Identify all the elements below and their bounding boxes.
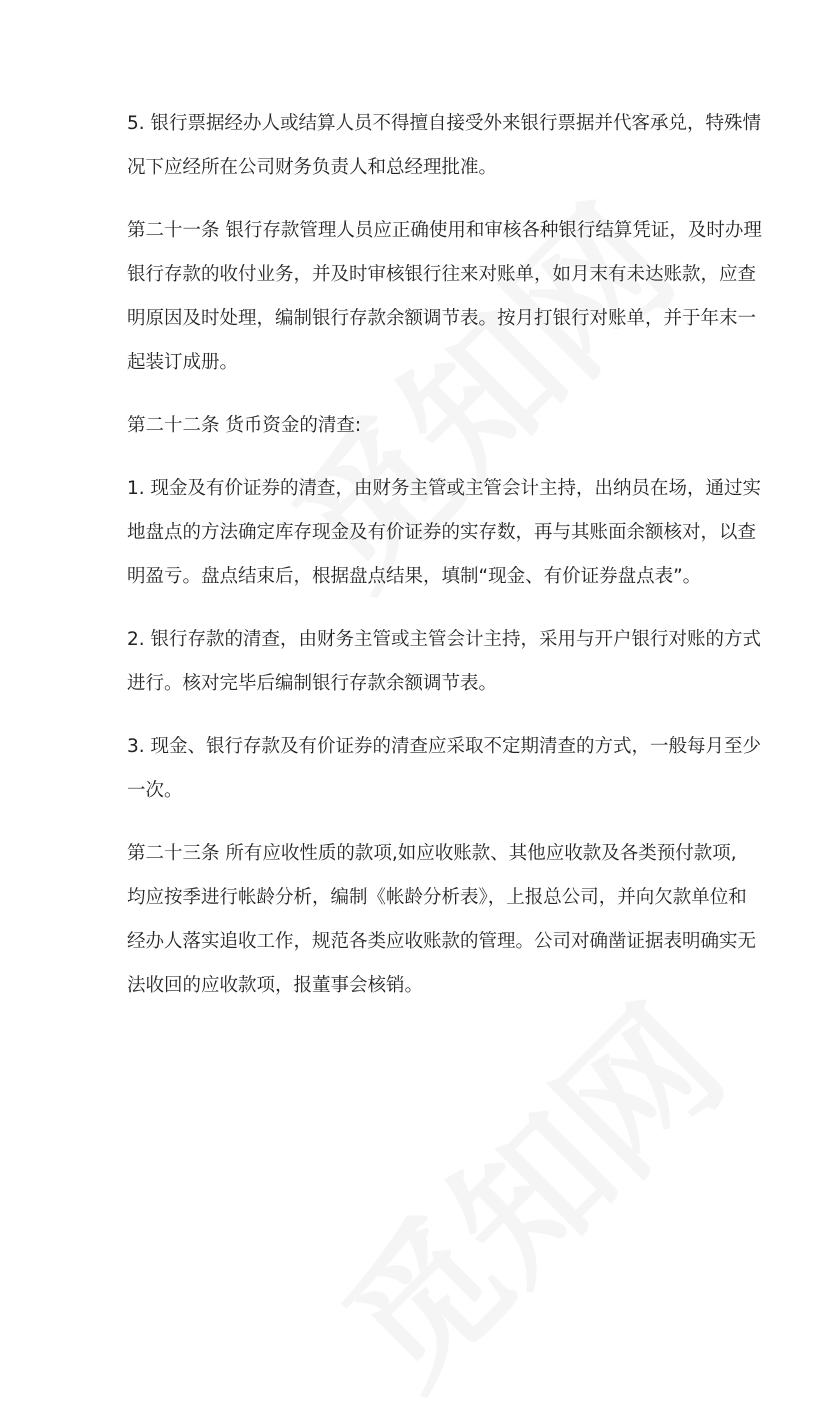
document-body [127,102,762,1027]
paragraph [127,102,762,190]
text-line: 进行。核对完毕后编制银行存款余额调节表。 [127,673,498,694]
text-line: 经办人落实追收工作，规范各类应收账款的管理。公司对确凿证据表明确实无 [127,931,757,952]
paragraph [127,404,727,448]
text-line: 银行存款的收付业务，并及时审核银行往来对账单，如月末有未达账款，应查 [127,264,757,285]
paragraph [127,618,762,706]
text-line: 地盘点的方法确定库存现金及有价证券的实存数，再与其账面余额核对，以查 [127,522,757,543]
text-line: 明原因及时处理，编制银行存款余额调节表。按月打银行对账单，并于年末一 [127,308,757,329]
text-line: 第二十一条 银行存款管理人员应正确使用和审核各种银行结算凭证，及时办理 [127,220,762,241]
text-line: 起装订成册。 [127,352,239,373]
text-line: 法收回的应收款项，报董事会核销。 [127,975,424,996]
text-line: 5. 银行票据经办人或结算人员不得擅自接受外来银行票据并代客承兑，特殊情 [127,113,762,134]
text-line: 明盈亏。盘点结束后，根据盘点结果，填制“现金、有价证券盘点表”。 [127,566,702,587]
text-line: 均应按季进行帐龄分析，编制《帐龄分析表》，上报总公司，并向欠款单位和 [127,887,747,908]
paragraph [127,467,762,599]
text-line: 一次。 [127,780,183,801]
paragraph [127,725,762,813]
paragraph [127,832,757,1008]
text-line: 第二十三条 所有应收性质的款项,如应收账款、其他应收款及各类预付款项, [127,843,737,864]
text-line: 况下应经所在公司财务负责人和总经理批准。 [127,157,498,178]
text-line: 1. 现金及有价证券的清查，由财务主管或主管会计主持，出纳员在场，通过实 [127,478,762,499]
text-line: 2. 银行存款的清查，由财务主管或主管会计主持，采用与开户银行对账的方式 [127,629,762,650]
text-line: 3. 现金、银行存款及有价证券的清查应采取不定期清查的方式，一般每月至少 [127,736,762,757]
paragraph [127,209,762,385]
text-line: 第二十二条 货币资金的清查: [127,415,362,436]
